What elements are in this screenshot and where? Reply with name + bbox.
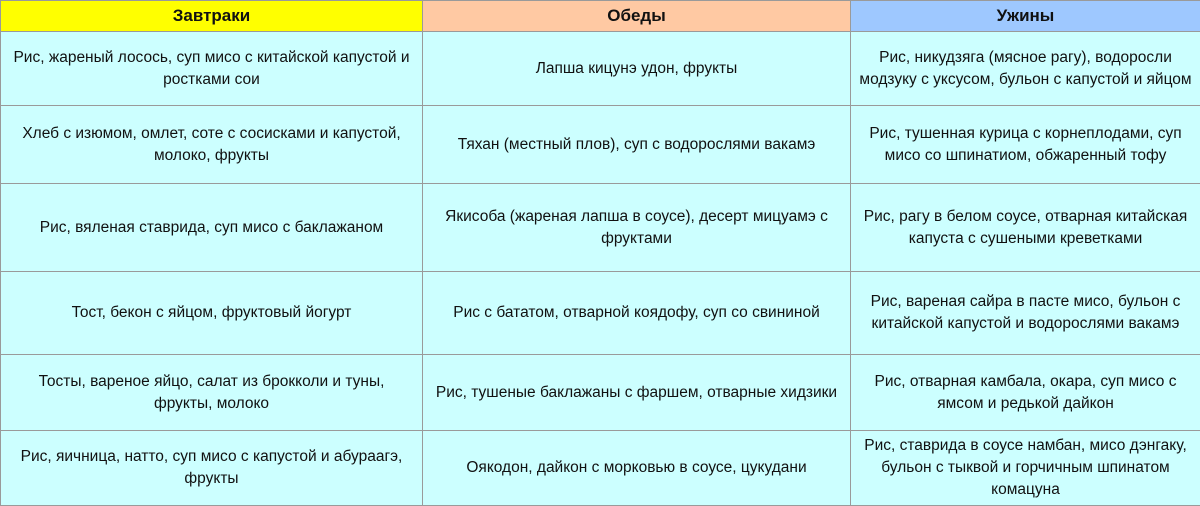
breakfast-cell: Рис, вяленая ставрида, суп мисо с баклажаном [1, 184, 423, 272]
lunch-cell: Оякодон, дайкон с морковью в соусе, цукудани [423, 431, 851, 506]
dinner-cell: Рис, ставрида в соусе намбан, мисо дэнгаку, бульон с тыквой и горчичным шпинатом комацуна [851, 431, 1200, 506]
breakfast-cell: Тост, бекон с яйцом, фруктовый йогурт [1, 272, 423, 355]
table-row [1, 32, 1200, 106]
table-row [1, 272, 1200, 355]
header-lunch: Обеды [423, 1, 851, 32]
header-breakfast: Завтраки [1, 1, 423, 32]
table-row [1, 106, 1200, 184]
dinner-cell: Рис, никудзяга (мясное рагу), водоросли модзуку с уксусом, бульон с капустой и яйцом [851, 32, 1200, 106]
lunch-cell: Рис, тушеные баклажаны с фаршем, отварные хидзики [423, 355, 851, 431]
lunch-cell: Якисоба (жареная лапша в соусе), десерт мицуамэ с фруктами [423, 184, 851, 272]
lunch-cell: Тяхан (местный плов), суп с водорослями вакамэ [423, 106, 851, 184]
dinner-cell: Рис, отварная камбала, окара, суп мисо с ямсом и редькой дайкон [851, 355, 1200, 431]
breakfast-cell: Рис, жареный лосось, суп мисо с китайской капустой и ростками сои [1, 32, 423, 106]
dinner-cell: Рис, вареная сайра в пасте мисо, бульон с китайской капустой и водорослями вакамэ [851, 272, 1200, 355]
table-row [1, 431, 1200, 506]
lunch-cell: Рис с бататом, отварной коядофу, суп со свининой [423, 272, 851, 355]
breakfast-cell: Рис, яичница, натто, суп мисо с капустой и абураагэ, фрукты [1, 431, 423, 506]
breakfast-cell: Хлеб с изюмом, омлет, соте с сосисками и капустой, молоко, фрукты [1, 106, 423, 184]
dinner-cell: Рис, рагу в белом соусе, отварная китайская капуста с сушеными креветками [851, 184, 1200, 272]
table-row [1, 355, 1200, 431]
breakfast-cell: Тосты, вареное яйцо, салат из брокколи и туны, фрукты, молоко [1, 355, 423, 431]
header-dinner: Ужины [851, 1, 1200, 32]
table-row [1, 184, 1200, 272]
lunch-cell: Лапша кицунэ удон, фрукты [423, 32, 851, 106]
dinner-cell: Рис, тушенная курица с корнеплодами, суп мисо со шпинатиом, обжаренный тофу [851, 106, 1200, 184]
header-row [1, 1, 1200, 32]
